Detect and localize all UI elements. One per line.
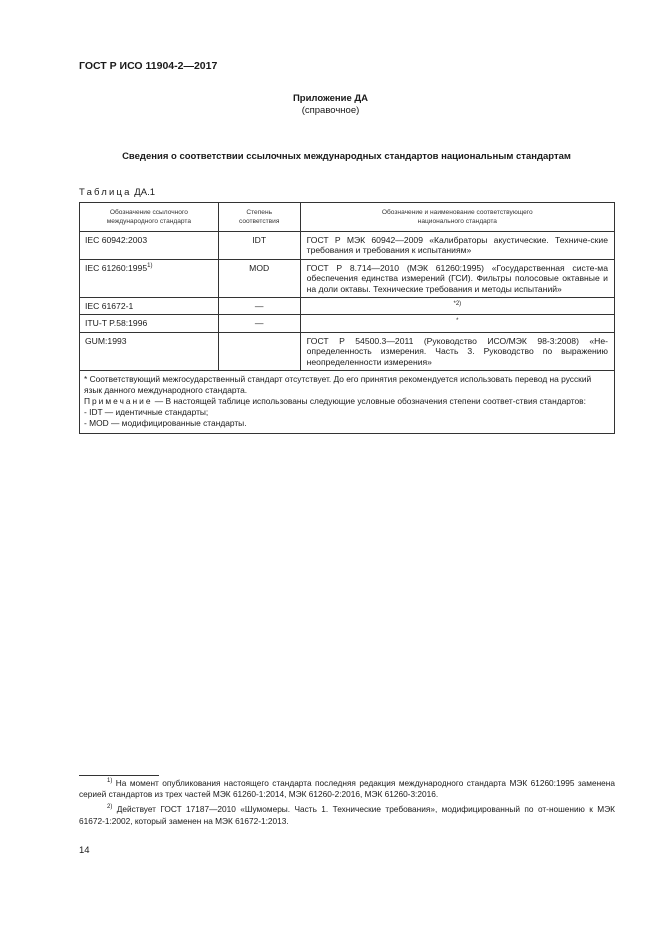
- standards-correspondence-table: [79, 202, 615, 434]
- note-mod-line: - MOD — модифицированные стандарты.: [84, 418, 247, 429]
- note-paragraph: Примечание — В настоящей таблице использованы следующие условные обозначения степени соответ-ствия стандартов:: [84, 396, 586, 407]
- note-idt-line: - IDT — идентичные стандарты;: [84, 407, 209, 418]
- table-caption-word: Таблица: [79, 187, 132, 198]
- cell-reference: IEC 60942:2003: [80, 232, 219, 260]
- footnotes: [79, 778, 615, 831]
- section-title: Сведения о соответствии ссылочных международных стандартов национальным стандартам: [122, 151, 571, 162]
- footnote-divider: [79, 775, 159, 776]
- cell-degree: MOD: [218, 259, 300, 297]
- cell-degree: IDT: [218, 232, 300, 260]
- footnote-mark: 2): [455, 301, 462, 308]
- footnote-2: $^{2)}$ Действует ГОСТ 17187—2010 «Шумомеры. Часть 1. Технические требования», модифицированный по от-ношению к МЭК 61672-1:2002, который заменен на МЭК 61672-1:2013.: [79, 804, 615, 826]
- appendix-heading: [0, 93, 661, 117]
- asterisk-note: * Соответствующий межгосударственный стандарт отсутствует. До его принятия рекомендуется использовать перевод на русский язык данного международного стандарта.: [84, 374, 592, 396]
- cell-national: ГОСТ Р МЭК 60942—2009 «Калибраторы акустические. Техниче-ские требования и требования к испытаниям»: [300, 232, 614, 260]
- table-header-row: [80, 203, 615, 232]
- cell-degree: [218, 332, 300, 370]
- table-caption-number: ДА.1: [131, 187, 155, 198]
- cell-national: *2): [300, 298, 614, 315]
- cell-degree: —: [218, 315, 300, 332]
- appendix-subtitle: (справочное): [301, 105, 360, 116]
- cell-reference: GUM:1993: [80, 332, 219, 370]
- cell-national: ГОСТ Р 8.714—2010 (МЭК 61260:1995) «Государственная систе-ма обеспечения единства измерений (ГСИ). Фильтры полосовые октавные и на доли октавы. Технические требования и методы испытаний»: [300, 259, 614, 297]
- document-code-header: ГОСТ Р ИСО 11904-2—2017: [79, 60, 218, 72]
- header-degree: Степень соответствия: [218, 203, 300, 232]
- table-notes-row: [80, 371, 615, 434]
- cell-national: ГОСТ Р 54500.3—2011 (Руководство ИСО/МЭК 98-3:2008) «Не-определенность измерения. Часть 3. Руководство по выражению неопределенности измерения»: [300, 332, 614, 370]
- note-label: Примечание: [84, 396, 153, 407]
- table-notes: [80, 371, 615, 434]
- table-row: [80, 315, 615, 332]
- cell-national: *: [300, 315, 614, 332]
- appendix-title: Приложение ДА: [292, 93, 369, 104]
- cell-reference: ITU-T P.58:1996: [80, 315, 219, 332]
- footnote-mark: 1): [147, 262, 153, 269]
- cell-degree: —: [218, 298, 300, 315]
- header-reference-standard: Обозначение ссылочного международного стандарта: [80, 203, 219, 232]
- cell-reference: IEC 61672-1: [80, 298, 219, 315]
- header-national-standard: Обозначение и наименование соответствующего национального стандарта: [300, 203, 614, 232]
- page-number: 14: [79, 845, 90, 856]
- table-row: [80, 298, 615, 315]
- table-caption: [79, 187, 155, 198]
- footnote-1: $^{1)}$ На момент опубликования настоящего стандарта последняя редакция международного стандарта МЭК 61260:1995 заменена серией стандартов из трех частей МЭК 61260-1:2014, МЭК 61260-2:2016, МЭК 61260-3:2016.: [79, 778, 615, 800]
- table-row: [80, 332, 615, 370]
- table-row: [80, 232, 615, 260]
- cell-reference: IEC 61260:1995$^{1)}$: [80, 259, 219, 297]
- table-row: [80, 259, 615, 297]
